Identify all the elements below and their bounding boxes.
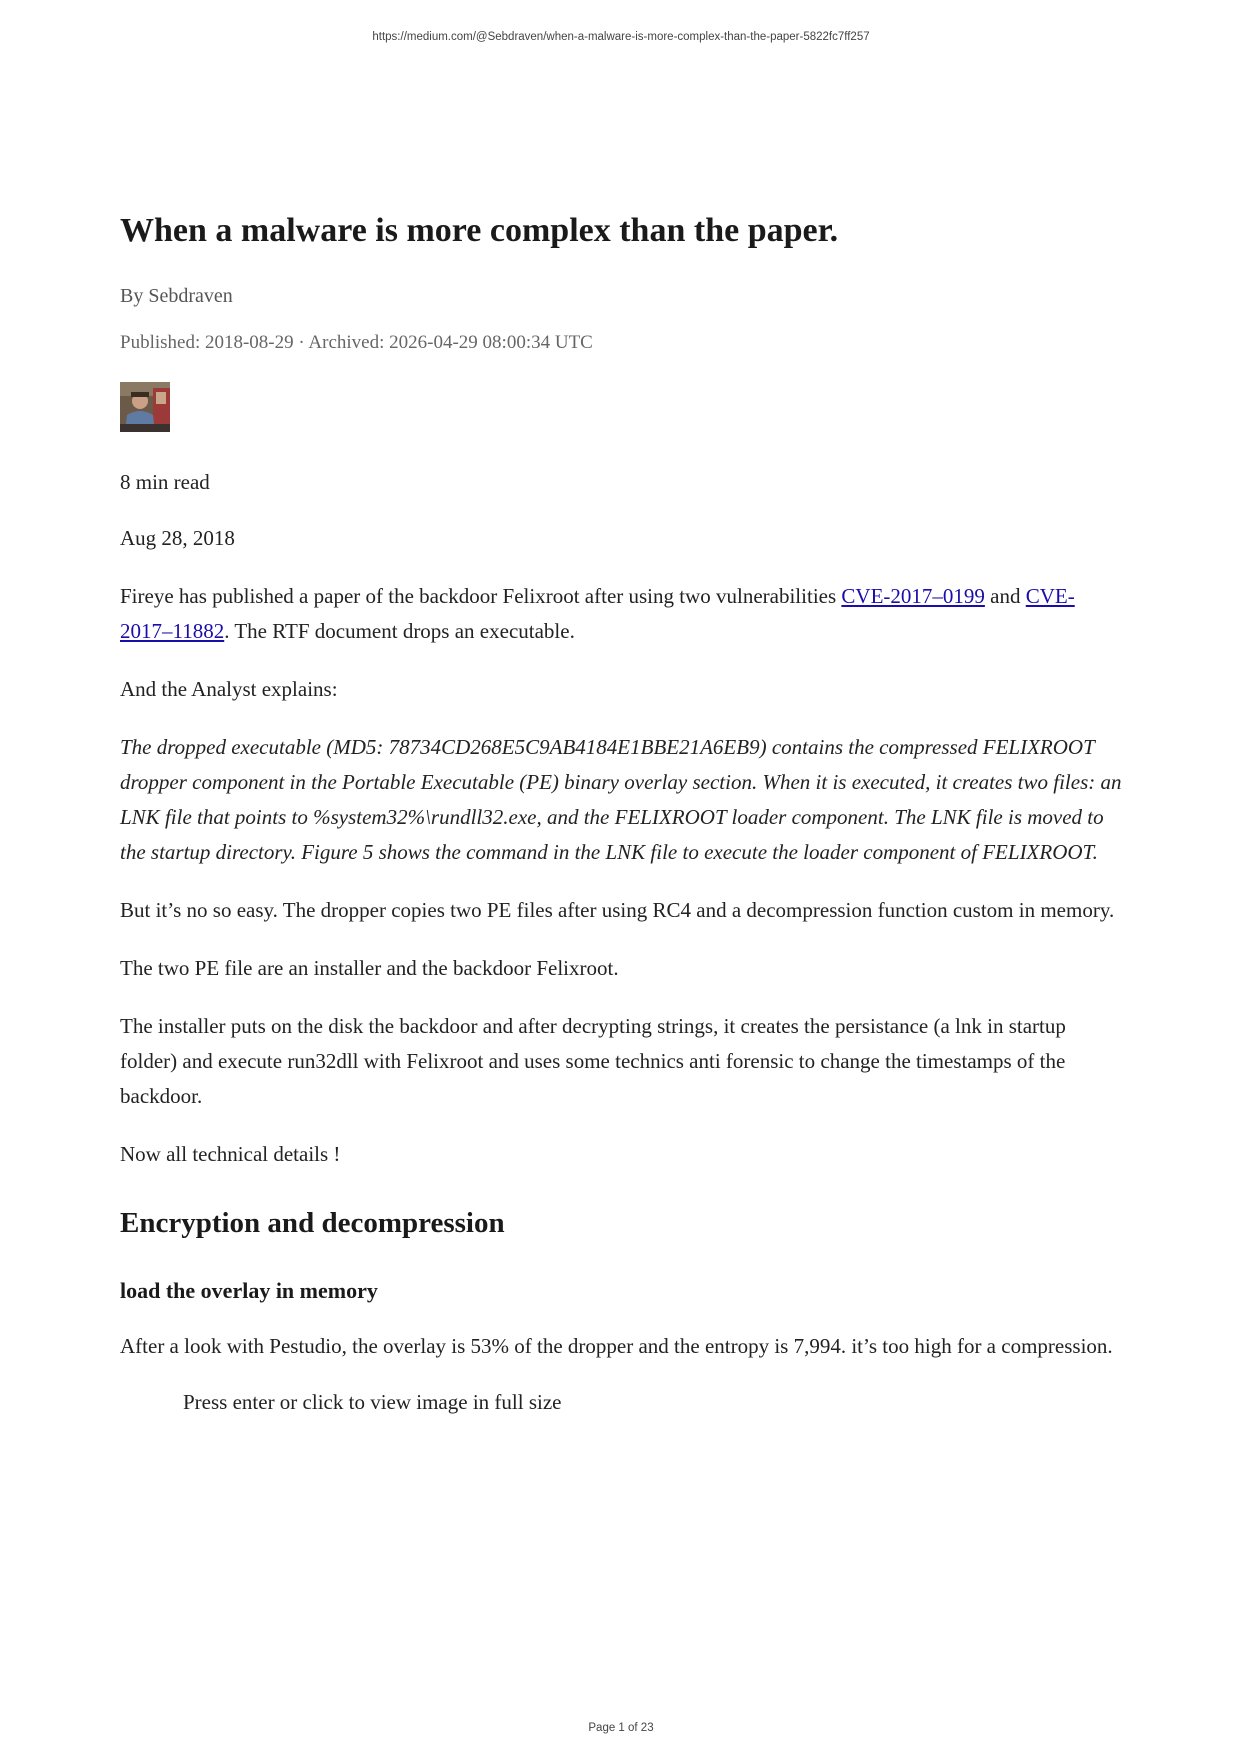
paragraph-installer: The installer puts on the disk the backdoor and after decrypting strings, it creates the persistance (a lnk in startup folder) and execute run32dll with Felixroot and uses some technics anti forensic to change the timestamps of the backdoor. <box>120 1014 1066 1109</box>
paragraph-technical-details: Now all technical details ! <box>120 1142 341 1167</box>
article-title: When a malware is more complex than the paper. <box>120 212 839 249</box>
section-heading-encryption: Encryption and decompression <box>120 1207 505 1240</box>
paragraph-pestudio: After a look with Pestudio, the overlay is 53% of the dropper and the entropy is 7,994. it’s too high for a compression. <box>120 1333 1113 1358</box>
author-avatar <box>120 382 170 432</box>
view-image-full-size-link[interactable]: Press enter or click to view image in full size <box>183 1389 562 1414</box>
author-byline: By Sebdraven <box>120 285 233 308</box>
paragraph-pe-files: The two PE file are an installer and the backdoor Felixroot. <box>120 956 619 981</box>
publish-archive-dates: Published: 2018-08-29 · Archived: 2026-04-29 08:00:34 UTC <box>120 332 593 354</box>
intro-text-after: . The RTF document drops an executable. <box>224 619 575 644</box>
page-number-footer: Page 1 of 23 <box>588 1722 654 1734</box>
intro-paragraph <box>120 579 1125 649</box>
cve-2017-11882-link[interactable]: CVE-2017–11882 <box>120 584 1075 644</box>
article-date: Aug 28, 2018 <box>120 526 235 551</box>
intro-text-before: Fireye has published a paper of the backdoor Felixroot after using two vulnerabilities <box>120 584 842 609</box>
analyst-quote: The dropped executable (MD5: 78734CD268E5C9AB4184E1BBE21A6EB9) contains the compressed FELIXROOT dropper component in the Portable Executable (PE) binary overlay section. When it is executed, it creates two files: an LNK file that points to %system32%\rundll32.exe, and the FELIXROOT loader component. The LNK file is moved to the startup directory. Figure 5 shows the command in the LNK file to execute the loader component of FELIXROOT. <box>120 735 1122 865</box>
intro-text-between: and <box>984 584 1026 609</box>
subsection-heading-overlay: load the overlay in memory <box>120 1278 378 1304</box>
page-url-header: https://medium.com/@Sebdraven/when-a-malware-is-more-complex-than-the-paper-5822fc7ff257 <box>372 31 870 43</box>
article <box>120 212 1125 1420</box>
analyst-intro: And the Analyst explains: <box>120 677 338 702</box>
cve-2017-0199-link[interactable]: CVE-2017–0199 <box>841 584 985 609</box>
paragraph-dropper: But it’s no so easy. The dropper copies two PE files after using RC4 and a decompression function custom in memory. <box>120 898 1115 923</box>
read-time: 8 min read <box>120 470 210 495</box>
